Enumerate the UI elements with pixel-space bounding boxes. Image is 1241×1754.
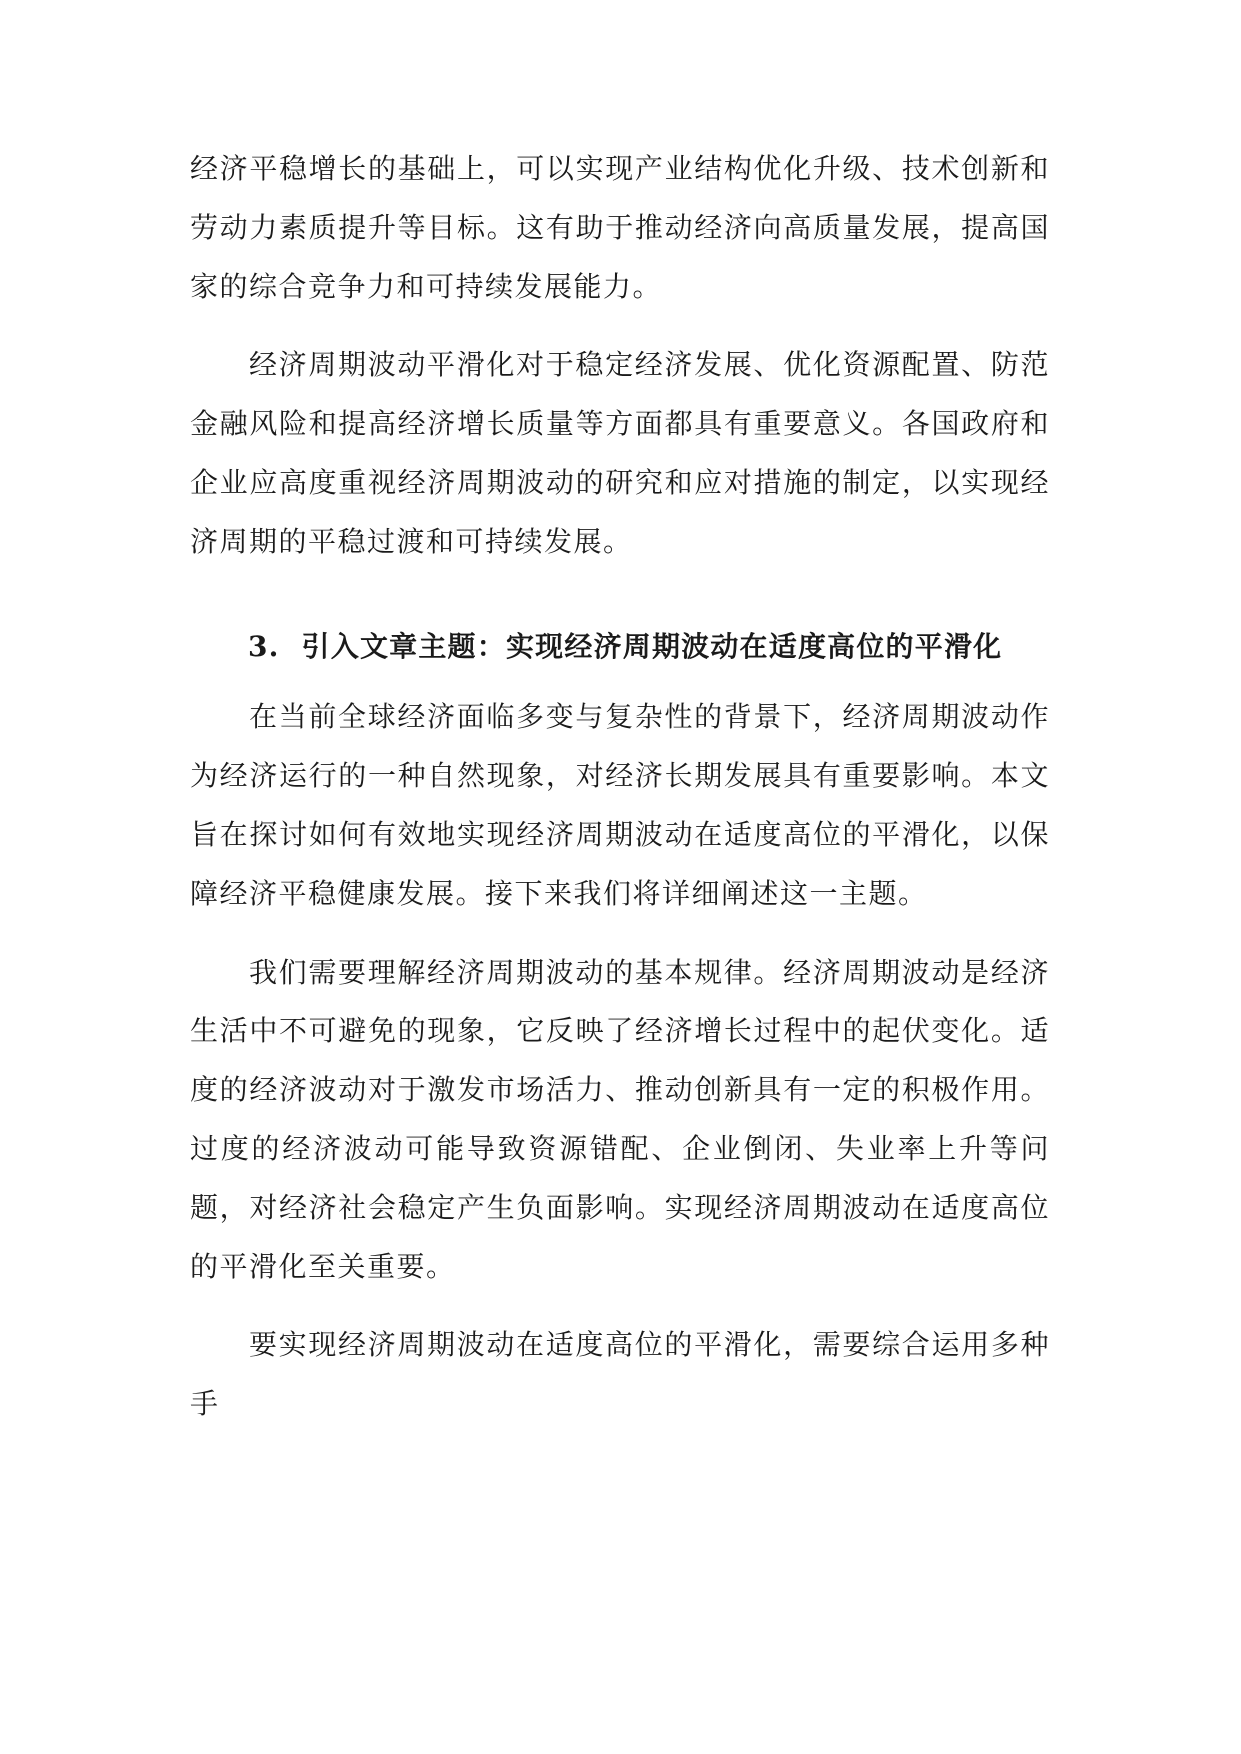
paragraph-methods: 要实现经济周期波动在适度高位的平滑化，需要综合运用多种手: [190, 1328, 1050, 1421]
paragraph-cycle-laws: 我们需要理解经济周期波动的基本规律。经济周期波动是经济生活中不可避免的现象，它反映了经济增长过程中的起伏变化。适度的经济波动对于激发市场活力、推动创新具有一定的积极作用。过度的经济波动可能导致资源错配、企业倒闭、失业率上升等问题，对经济社会稳定产生负面影响。实现经济周期波动在适度高位的平滑化至关重要。: [190, 955, 1050, 1283]
paragraph-intro-topic: 在当前全球经济面临多变与复杂性的背景下，经济周期波动作为经济运行的一种自然现象，对经济长期发展具有重要影响。本文旨在探讨如何有效地实现经济周期波动在适度高位的平滑化，以保障经济平稳健康发展。接下来我们将详细阐述这一主题。: [190, 700, 1050, 910]
heading-text: 引入文章主题：实现经济周期波动在适度高位的平滑化: [301, 629, 1003, 663]
heading-number: 3.: [248, 629, 280, 663]
document-body: [190, 140, 1050, 1434]
section-heading: [190, 618, 1050, 677]
paragraph-significance: 经济周期波动平滑化对于稳定经济发展、优化资源配置、防范金融风险和提高经济增长质量等方面都具有重要意义。各国政府和企业应高度重视经济周期波动的研究和应对措施的制定，以实现经济周期的平稳过渡和可持续发展。: [190, 348, 1050, 558]
paragraph-continuation: 经济平稳增长的基础上，可以实现产业结构优化升级、技术创新和劳动力素质提升等目标。这有助于推动经济向高质量发展，提高国家的综合竞争力和可持续发展能力。: [190, 152, 1050, 303]
